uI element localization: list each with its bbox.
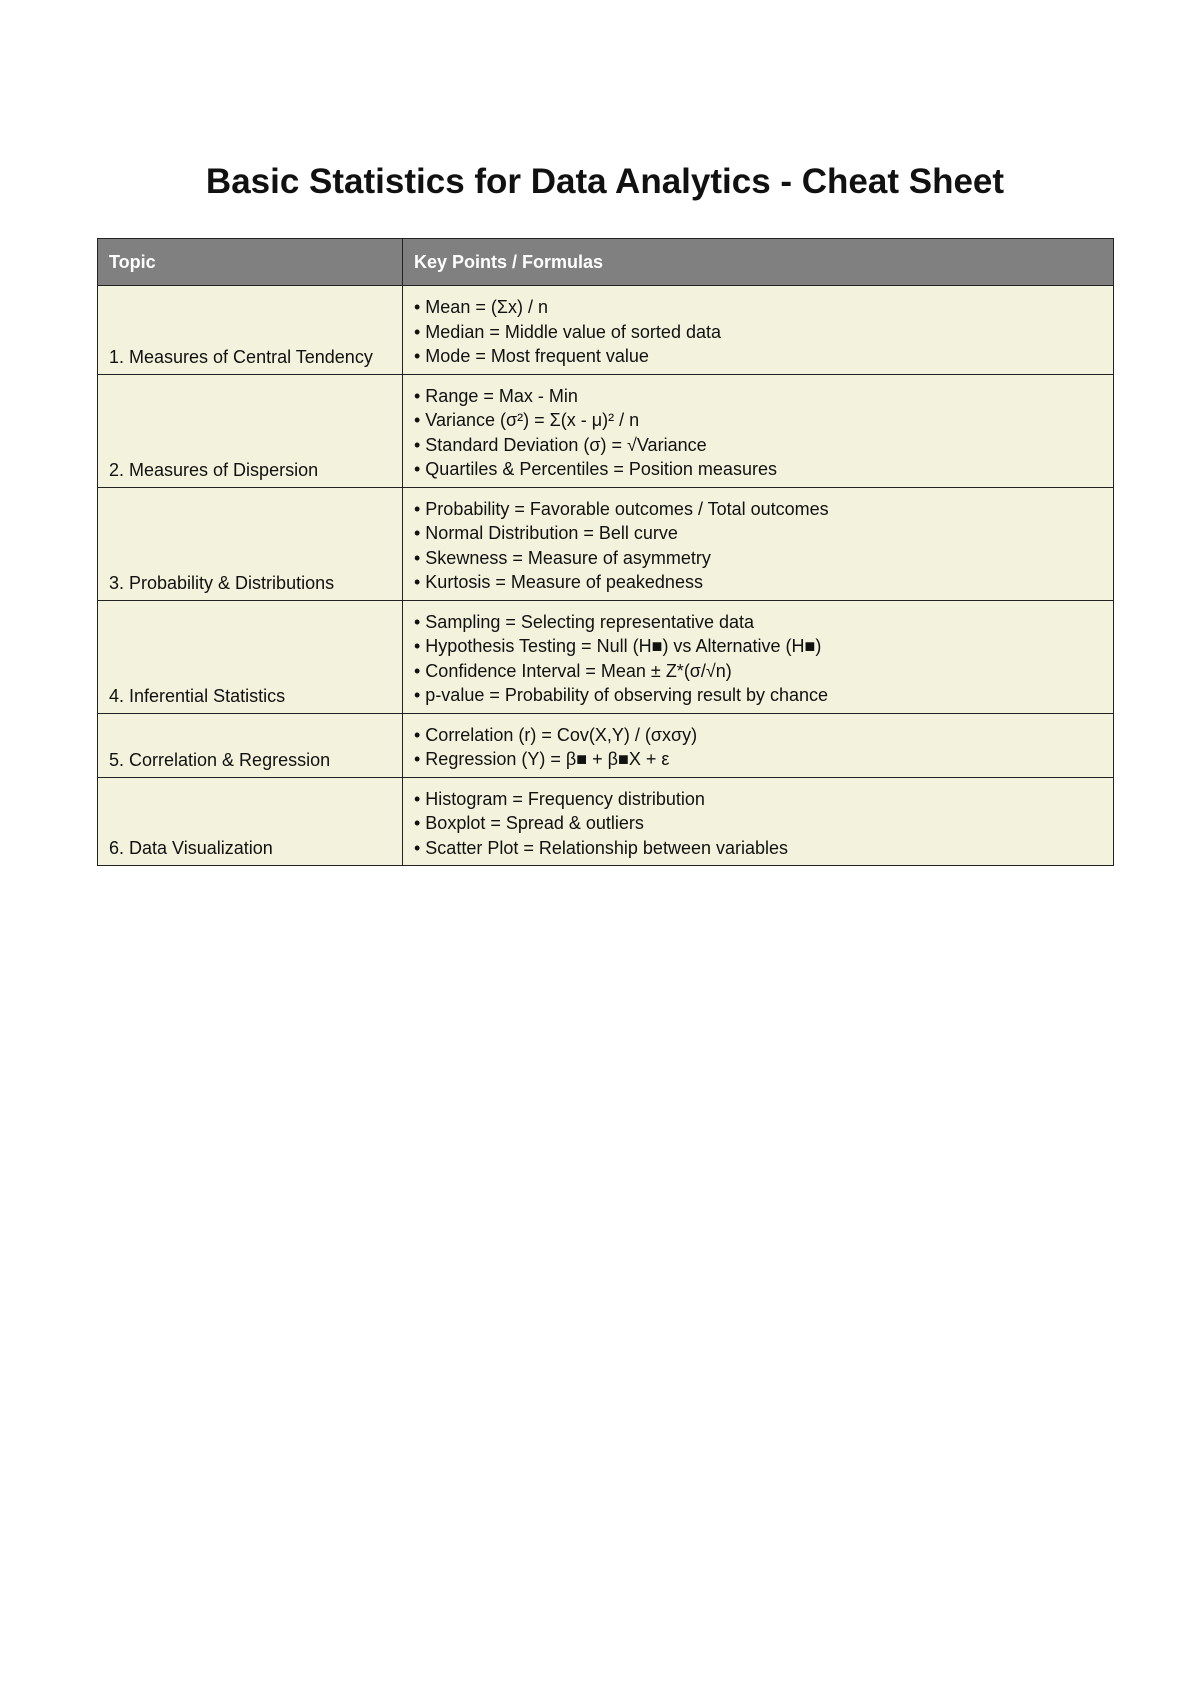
key-point: • Regression (Y) = β■ + β■X + ε	[414, 749, 670, 769]
column-header-topic: Topic	[98, 239, 403, 286]
key-point: • Hypothesis Testing = Null (H■) vs Alternative (H■)	[414, 636, 822, 656]
table-row	[98, 487, 1114, 600]
key-point: • Boxplot = Spread & outliers	[414, 813, 644, 833]
topic-cell: 6. Data Visualization	[98, 777, 403, 866]
key-points-cell	[403, 777, 1114, 866]
key-point: • Range = Max - Min	[414, 385, 578, 406]
key-point: • Kurtosis = Measure of peakedness	[414, 572, 703, 592]
cheat-sheet-table	[97, 238, 1114, 866]
table-row	[98, 777, 1114, 866]
key-point: • Confidence Interval = Mean ± Z*(σ/√n)	[414, 660, 732, 681]
page-title: Basic Statistics for Data Analytics - Cheat Sheet	[205, 162, 1005, 201]
key-points-cell	[403, 713, 1114, 777]
key-point: • Standard Deviation (σ) = √Variance	[414, 434, 707, 455]
key-points-cell	[403, 600, 1114, 713]
key-point: • Probability = Favorable outcomes / Total outcomes	[414, 498, 829, 519]
table-row	[98, 713, 1114, 777]
column-header-key-points: Key Points / Formulas	[403, 239, 1114, 286]
key-point: • Scatter Plot = Relationship between variables	[414, 837, 789, 858]
key-point: • Normal Distribution = Bell curve	[414, 523, 678, 543]
table-row	[98, 286, 1114, 375]
key-point: • Histogram = Frequency distribution	[414, 788, 705, 809]
key-point: • Correlation (r) = Cov(X,Y) / (σxσy)	[414, 724, 698, 745]
topic-cell: 2. Measures of Dispersion	[98, 374, 403, 487]
topic-cell: 1. Measures of Central Tendency	[98, 286, 403, 375]
key-points-cell	[403, 487, 1114, 600]
key-point: • Mode = Most frequent value	[414, 346, 649, 366]
key-point: • Quartiles & Percentiles = Position measures	[414, 459, 777, 479]
topic-cell: 3. Probability & Distributions	[98, 487, 403, 600]
table-header-row	[98, 239, 1114, 286]
key-point: • Variance (σ²) = Σ(x - μ)² / n	[414, 410, 640, 430]
topic-cell: 4. Inferential Statistics	[98, 600, 403, 713]
key-point: • p-value = Probability of observing result by chance	[414, 685, 829, 705]
key-point: • Mean = (Σx) / n	[414, 297, 548, 317]
key-point: • Sampling = Selecting representative data	[414, 611, 755, 632]
key-point: • Median = Middle value of sorted data	[414, 321, 721, 342]
key-points-cell	[403, 286, 1114, 375]
key-points-cell	[403, 374, 1114, 487]
table-row	[98, 600, 1114, 713]
table-row	[98, 374, 1114, 487]
key-point: • Skewness = Measure of asymmetry	[414, 547, 711, 568]
topic-cell: 5. Correlation & Regression	[98, 713, 403, 777]
